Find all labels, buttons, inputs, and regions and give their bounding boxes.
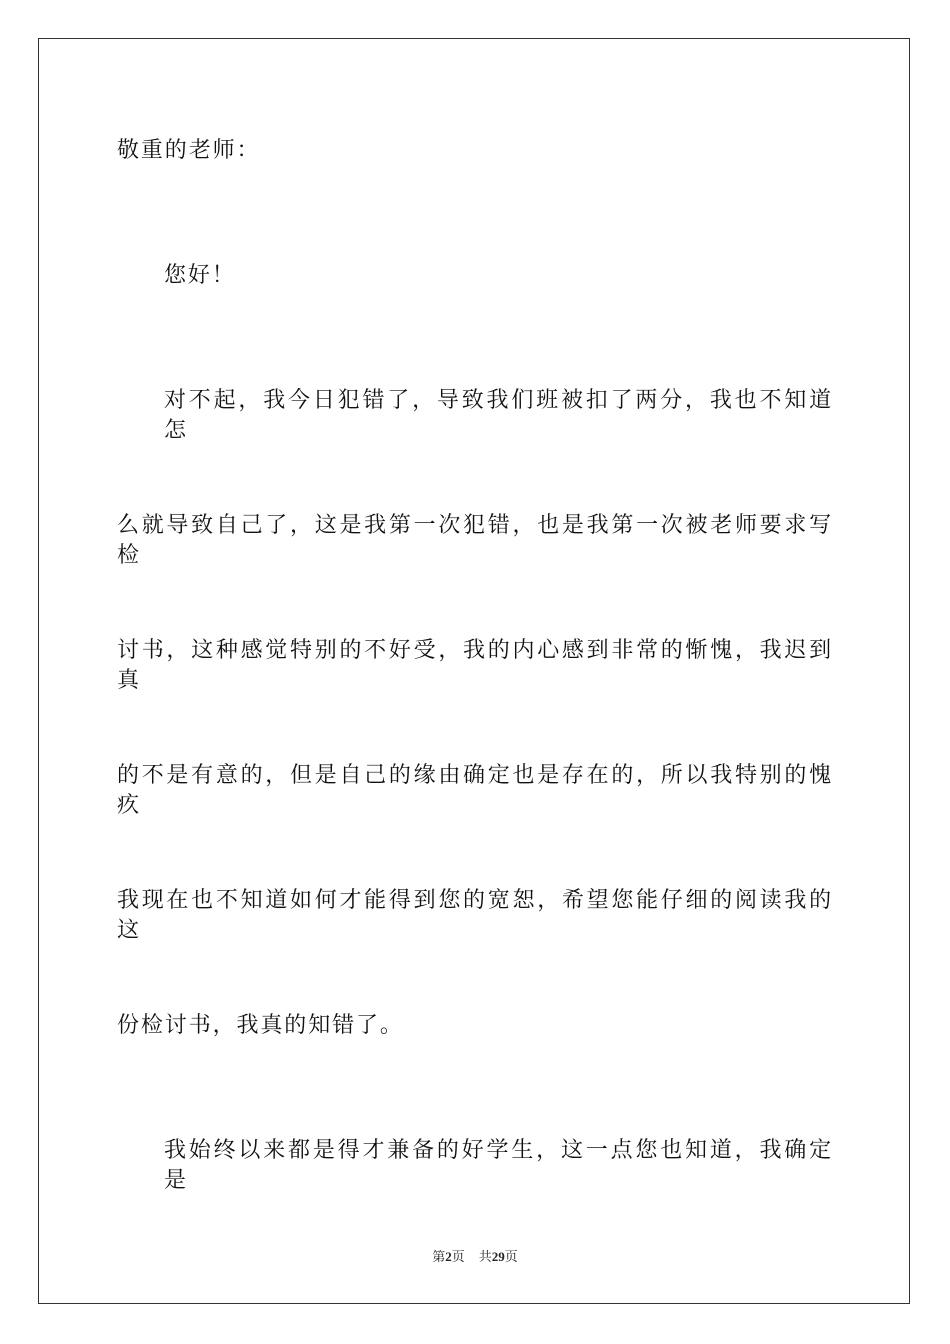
page-footer [0,1248,950,1267]
greeting: 您好！ [164,263,236,288]
footer-total-pages: 29 [491,1249,505,1264]
footer-page-number: 2 [445,1249,452,1264]
paragraph-line-1: 对不起，我今日犯错了，导致我们班被扣了两分，我也不知道怎 [164,388,833,443]
salutation: 敬重的老师： [117,138,261,163]
footer-page-suffix: 页 [451,1250,465,1265]
paragraph-line-3: 讨书，这种感觉特别的不好受，我的内心感到非常的惭愧，我迟到真 [117,638,833,693]
paragraph-line-5: 我现在也不知道如何才能得到您的宽恕，希望您能仔细的阅读我的这 [117,888,833,943]
paragraph-line-6: 份检讨书，我真的知错了。 [117,1013,404,1038]
paragraph-line-2: 么就导致自己了，这是我第一次犯错，也是我第一次被老师要求写检 [117,513,833,568]
footer-total-suffix: 页 [504,1250,518,1265]
paragraph-line-4: 的不是有意的，但是自己的缘由确定也是存在的，所以我特别的愧疚 [117,763,833,818]
paragraph-line-7: 我始终以来都是得才兼备的好学生，这一点您也知道，我确定是 [164,1138,833,1193]
footer-total-prefix: 共 [478,1250,492,1265]
footer-page-prefix: 第 [432,1250,446,1265]
